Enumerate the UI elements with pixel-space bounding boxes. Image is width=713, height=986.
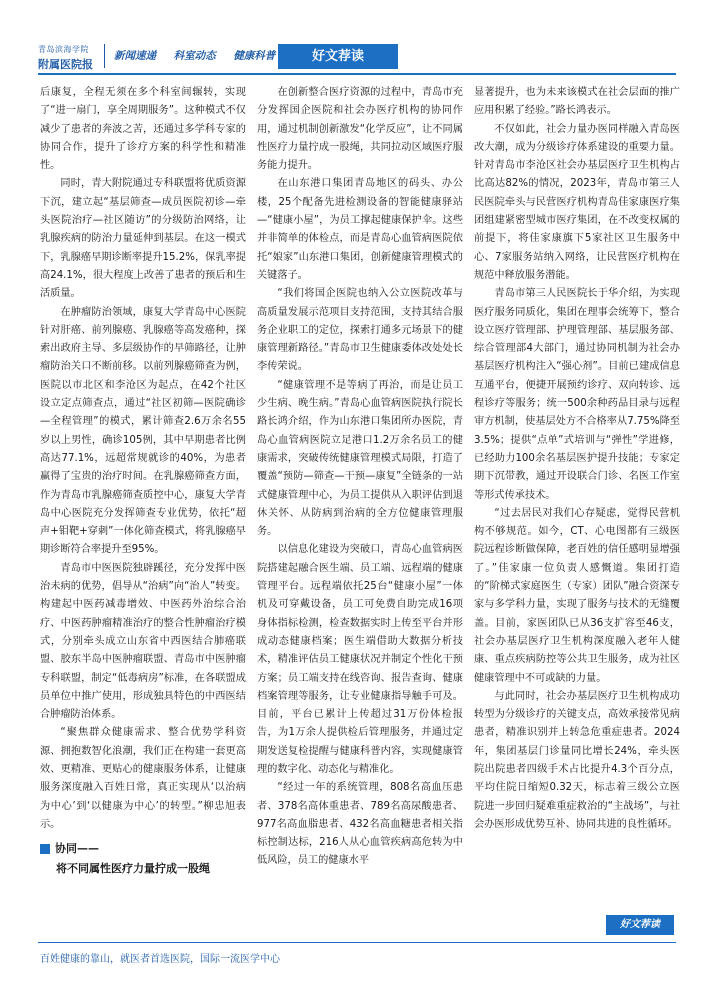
paragraph: 在肿瘤防治领域，康复大学青岛中心医院针对肝癌、前列腺癌、乳腺癌等高发癌种，探索出政府主导、多层级协作的早筛路径，让肿瘤防治关口不断前移。以前列腺癌筛查为例，医院以市北区和李沧区为起点，在42个社区设立定点筛查点，通过“社区初筛—医院确诊—全程管理”的模式，累计筛查2.6万余名55岁以上男性，确诊105例，其中早期患者比例高达77.1%，远超常规就诊的40%，为患者赢得了宝贵的治疗时间。在乳腺癌筛查方面，作为青岛市乳腺癌筛查质控中心，康复大学青岛中心医院充分发挥筛查专业优势，依托“超声+钼靶+穿刺”一体化筛查模式，将乳腺癌早期诊断符合率提升至95%。 [40,306,246,556]
column-2 [257,84,463,871]
square-bullet-icon [40,844,50,854]
paragraph: “过去居民对我们心存疑虑，觉得民营机构不够规范。如今，CT、心电图都有三级医院远程诊断做保障，老百姓的信任感明显增强了。”佳家康一位负责人感慨道。集团打造的“阶梯式家庭医生（专家）团队”融合资深专家与多学科力量，实现了服务与技术的无缝覆盖。目前，家医团队已从36支扩容至46支，社会办基层医疗卫生机构深度融入老年人健康、重点疾病防控等公共卫生服务，成为社区健康管理中不可或缺的力量。 [474,507,680,684]
page-footer [0,942,713,986]
paragraph: 青岛市中医医院独辟蹊径，充分发挥中医治未病的优势，倡导从“治病”向“治人”转变。构建起中医药减毒增效、中医药外治综合治疗、中医药肿瘤精准治疗的整合性肿瘤治疗模式，分别牵头成立山东省中西医结合肺癌联盟、胶东半岛中医肿瘤联盟、青岛市中医肿瘤专科联盟，制定“低毒病房”标准，在各联盟成员单位中推广使用，形成独具特色的中西医结合肿瘤防治体系。 [40,562,246,721]
column-1 [40,84,246,879]
footer-slogan: 百姓健康的靠山，就医者首选医院，国际一流医学中心 [40,954,280,965]
page-header [0,0,713,78]
paragraph: 显著提升，也为未来该模式在社会层面的推广应用积累了经验。”路长鸿表示。 [474,87,680,117]
paragraph: 不仅如此，社会力量办医同样融入青岛医改大潮，成为分级诊疗体系建设的重要力量。针对青岛市李沧区社会办基层医疗卫生机构占比高达82%的情况，2023年，青岛市第三人民医院牵头与民营医疗机构青岛佳家康医疗集团组建紧密型城市医疗集团，在不改变权属的前提下，将佳家康旗下5家社区卫生服务中心、7家服务站纳入网络，让民营医疗机构在规范中释放服务潜能。 [474,123,680,281]
paragraph: 后康复，全程无须在多个科室间辗转，实现了“进一扇门，享全周期服务”。这种模式不仅减少了患者的奔波之苦，还通过多学科专家的协同合作，提升了诊疗方案的科学性和精准性。 [40,87,246,172]
footer-rule [38,942,676,943]
section-nav [114,48,289,63]
subheading-line1: 协同—— [55,842,99,856]
subheading-line2: 将不同属性医疗力量拧成一股绳 [56,862,210,876]
paragraph: “健康管理不是等病了再治，而是让员工少生病、晚生病。”青岛心血管病医院执行院长路长鸿介绍，作为山东港口集团所办医院，青岛心血管病医院立足港口1.2万余名员工的健康需求，突破传统健康管理模式局限，打造了覆盖“预防—筛查—干预—康复”全链条的一站式健康管理中心，为员工提供从入职评估到退休关怀、从防病到治病的全方位健康管理服务。 [257,379,463,538]
paragraph: 在创新整合医疗资源的过程中，青岛市充分发挥国企医院和社会办医疗机构的协同作用，通过机制创新激发“化学反应”，让不同属性医疗力量拧成一股绳，共同拉动区域医疗服务能力提升。 [257,87,463,172]
nav-item-health[interactable]: 健康科普 [233,50,276,62]
paragraph: 在山东港口集团青岛地区的码头、办公楼，25个配备先进检测设备的智能健康驿站—“健康小屋”，为员工撑起健康保护伞。这些并非简单的体检点，而是青岛心血管病医院依托“娘家”山东港口集团，创新健康管理模式的关键落子。 [257,178,463,281]
paragraph: 以信息化建设为突破口，青岛心血管病医院搭建起融合医生端、员工端、远程端的健康管理平台。远程端依托25台“健康小屋”一体机及可穿戴设备，员工可免费自助完成16项身体指标检测，检查数据实时上传至平台并形成动态健康档案；医生端借助大数据分析技术，精准评估员工健康状况并制定个性化干预方案；员工端支持在线咨询、报告查询、健康档案管理等服务，让专业健康指导触手可及。目前，平台已累计上传超过31万份体检报告，为1万余人提供检后管理服务，并通过定期发送复检提醒与健康科普内容，实现健康管理的数字化、动态化与精准化。 [257,544,463,775]
header-rule [38,73,676,75]
masthead-logo [38,44,104,72]
paragraph: 与此同时，社会办基层医疗卫生机构成功转型为分级诊疗的关键支点，高效承接常见病患者，精准识别并上转急危重症患者。2024年，集团基层门诊量同比增长24%，牵头医院出院患者四级手术占比提升4.3个百分点，平均住院日缩短0.32天，标志着三级公立医院进一步回归疑难重症救治的“主战场”，与社会办医形成优势互补、协同共进的良性循环。 [474,690,680,830]
paragraph: “经过一年的系统管理，808名高血压患者、378名高体重患者、789名高尿酸患者、977名高血脂患者、432名高血糖患者相关指标控制达标，216人从心血管疾病高危转为中低风险，员工的健康水平 [257,782,463,867]
paragraph: “聚焦群众健康需求、整合优势学科资源、拥抱数智化浪潮，我们正在构建一套更高效、更精准、更贴心的健康服务体系，让健康服务深度融入百姓日常，真正实现从‘以治病为中心’到‘以健康为中心’的转型。”柳忠旭表示。 [40,727,246,830]
logo-line2: 附属医院报 [38,58,93,71]
nav-item-departments[interactable]: 科室动态 [173,50,216,62]
paragraph: 青岛市第三人民医院长于华介绍，为实现医疗服务同质化，集团在理事会统筹下，整合设立医疗管理部、护理管理部、基层服务部、综合管理部4大部门，通过协同机制为社会办基层医疗机构注入“强心剂”。目前已建成信息互通平台，便捷开展预约诊疗、双向转诊、远程诊疗等服务；统一500余种药品目录与远程审方机制，使基层处方不合格率从7.75%降至3.5%；提供“点单”式培训与“弹性”学进修，已经助力100余名基层医护提升技能；专家定期下沉带教，通过开设联合门诊、名医工作室等形式传承技术。 [474,288,680,501]
footer-section-tag: 好文荐读 [606,915,674,935]
nav-item-news[interactable]: 新闻速递 [114,50,156,62]
section-tag: 好文荐读 [278,44,398,69]
paragraph: “我们将国企医院也纳入公立医院改革与高质量发展示范项目支持范围，支持其结合服务企业职工的定位，探索打通多元场景下的健康管理新路径。”青岛市卫生健康委体改处处长李传荣说。 [257,288,463,373]
header-divider [104,44,105,68]
logo-line1: 青岛滨海学院 [38,45,89,54]
column-3 [474,84,680,834]
paragraph: 同时，青大附院通过专科联盟将优质资源下沉，建立起“基层筛查—成员医院初诊—牵头医院治疗—社区随访”的分级防治网络，让乳腺疾病的防治力量延伸到基层。在这一模式下，乳腺癌早期诊断率提升15.2%，保乳率提高24.1%，很大程度上改善了患者的预后和生活质量。 [40,178,246,300]
subheading [40,840,246,879]
